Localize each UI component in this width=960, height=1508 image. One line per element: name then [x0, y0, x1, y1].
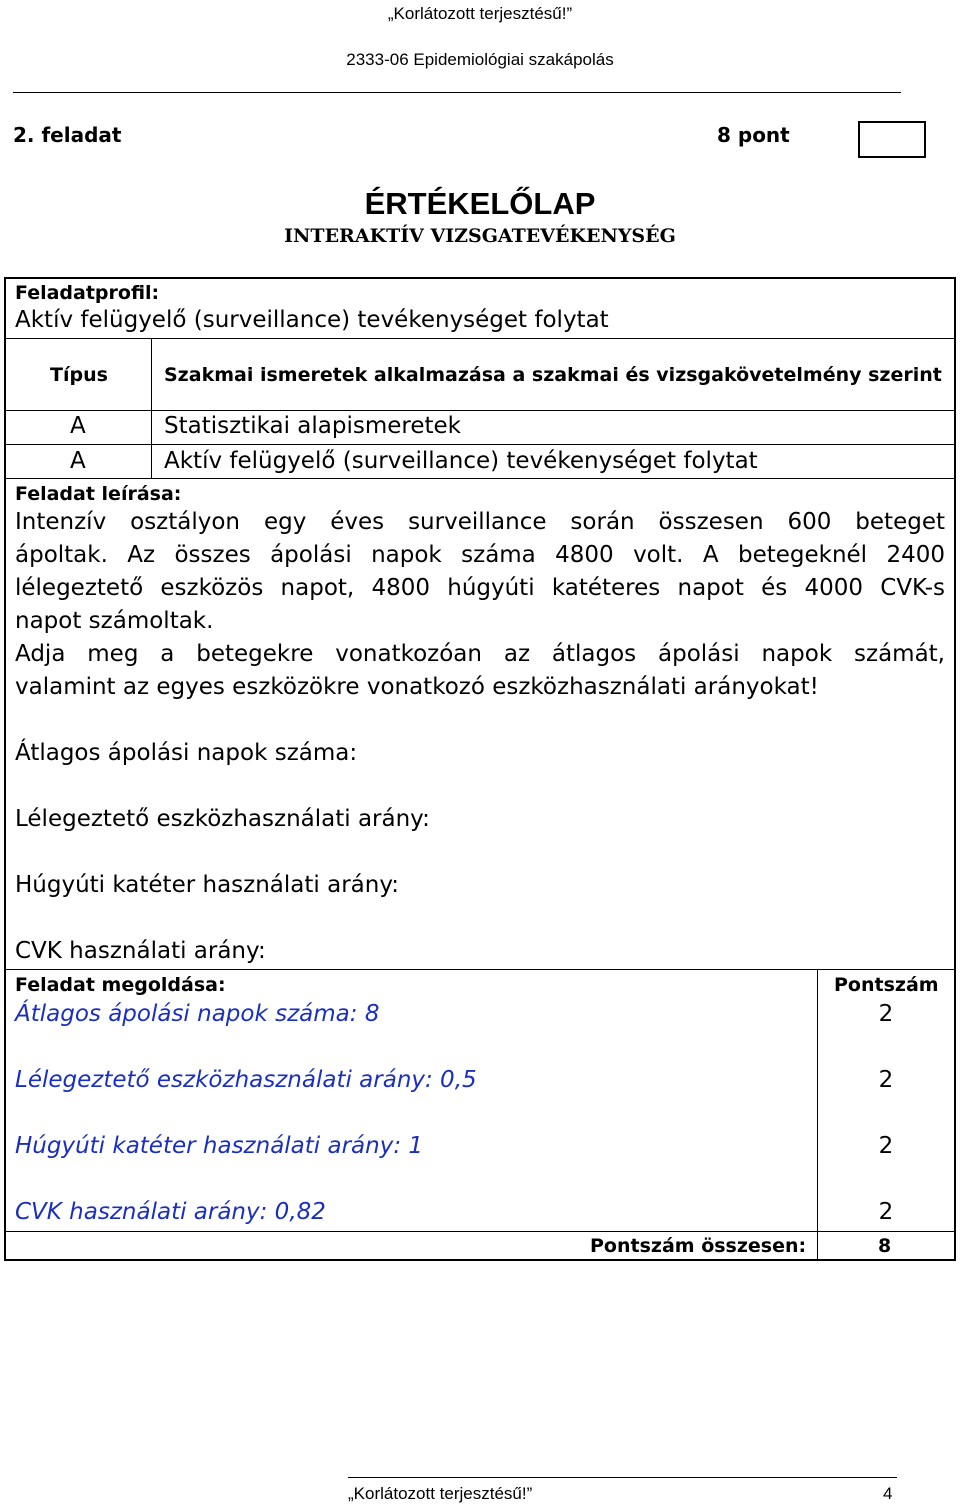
profile-label: Feladatprofil: [15, 282, 160, 304]
description-line-1: Intenzív osztályon egy éves surveillance során összesen 600 beteget [15, 509, 945, 535]
divider [5, 410, 955, 411]
profile-value: Aktív felügyelő (surveillance) tevékenységet folytat [15, 307, 609, 333]
score-header: Pontszám [834, 974, 939, 996]
header-restriction: „Korlátozott terjesztésű!” [387, 4, 573, 23]
description-line-6: valamint az egyes eszközökre vonatkozó eszközhasználati arányokat! [15, 674, 819, 700]
footer-restriction: „Korlátozott terjesztésű!” [348, 1484, 533, 1503]
total-label: Pontszám összesen: [590, 1235, 807, 1257]
question-catheter-ratio: Húgyúti katéter használati arány: [15, 872, 400, 898]
type-row-1-text: Statisztikai alapismeretek [164, 413, 461, 439]
solution-row-1-score: 2 [878, 1001, 894, 1027]
divider [5, 444, 955, 445]
footer-rule [348, 1477, 897, 1478]
description-line-5: Adja meg a betegekre vonatkozóan az átlagos ápolási napok számát, [15, 641, 945, 667]
divider [5, 1231, 955, 1232]
solution-row-3-text: Húgyúti katéter használati arány: 1 [15, 1133, 424, 1159]
question-cvk-ratio: CVK használati arány: [15, 938, 266, 964]
description-line-4: napot számoltak. [15, 608, 214, 634]
solution-row-1-text: Átlagos ápolási napok száma: 8 [15, 1001, 380, 1027]
task-points: 8 pont [717, 123, 790, 147]
type-column-divider [151, 338, 152, 478]
solution-row-2-score: 2 [878, 1067, 894, 1093]
divider [5, 969, 955, 970]
description-line-2: ápoltak. Az összes ápolási napok száma 4800 volt. A betegeknél 2400 [15, 542, 945, 568]
description-label: Feladat leírása: [15, 483, 182, 505]
type-header: Típus [50, 364, 108, 386]
type-row-2-text: Aktív felügyelő (surveillance) tevékenységet folytat [164, 448, 758, 474]
type-row-2-type: A [70, 448, 86, 474]
solution-row-4-score: 2 [878, 1199, 894, 1225]
page-number: 4 [883, 1484, 893, 1503]
divider [5, 478, 955, 479]
task-number: 2. feladat [13, 123, 122, 147]
solution-row-3-score: 2 [878, 1133, 894, 1159]
evaluation-form [4, 277, 956, 1261]
header-module: 2333-06 Epidemiológiai szakápolás [346, 50, 614, 69]
question-ventilator-ratio: Lélegeztető eszközhasználati arány: [15, 806, 430, 832]
total-value: 8 [878, 1235, 892, 1257]
solution-row-4-text: CVK használati arány: 0,82 [15, 1199, 326, 1225]
solution-row-2-text: Lélegeztető eszközhasználati arány: 0,5 [15, 1067, 477, 1093]
divider [5, 338, 955, 339]
page-title: ÉRTÉKELŐLAP [364, 186, 596, 221]
solution-label: Feladat megoldása: [15, 974, 226, 996]
desc-header: Szakmai ismeretek alkalmazása a szakmai és vizsgakövetelmény szerint [164, 364, 942, 386]
header-rule [13, 92, 901, 93]
description-line-3: lélegeztető eszközös napot, 4800 húgyúti katéteres napot és 4000 CVK-s [15, 575, 945, 601]
type-row-1-type: A [70, 413, 86, 439]
score-box [858, 121, 926, 158]
question-avg-days: Átlagos ápolási napok száma: [15, 740, 358, 766]
page-subtitle: INTERAKTÍV VIZSGATEVÉKENYSÉG [284, 225, 676, 247]
